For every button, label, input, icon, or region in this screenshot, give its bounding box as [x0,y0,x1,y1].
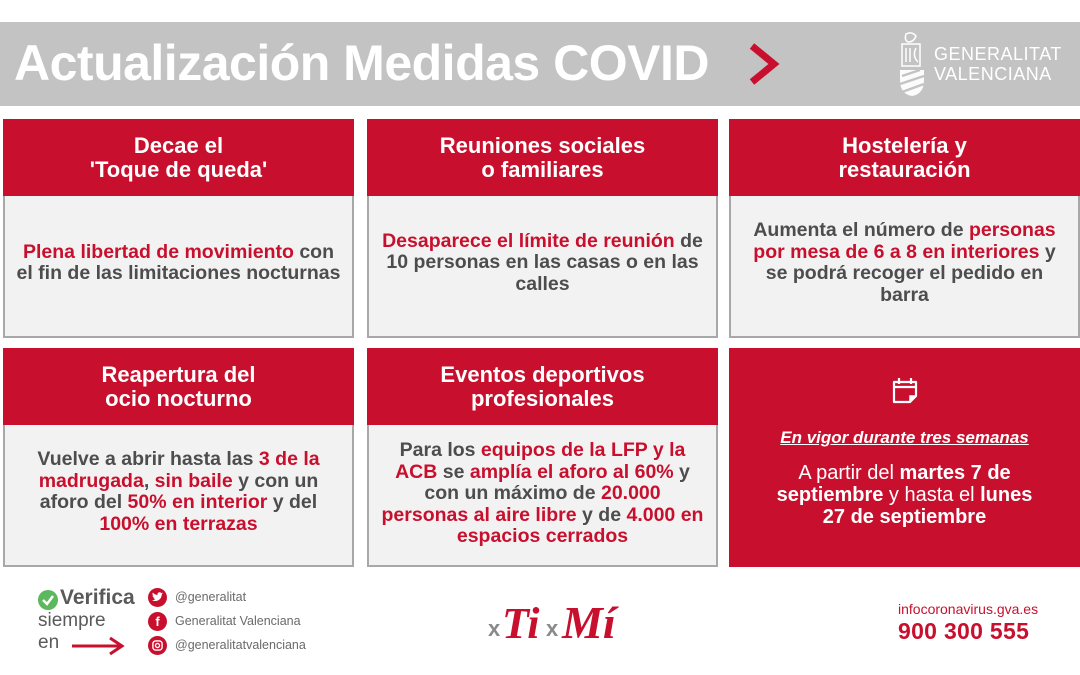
card-body [5,425,352,565]
logo-line-1: GENERALITAT [934,44,1062,64]
card-header [367,348,718,425]
validity-heading: En vigor durante tres semanas [780,428,1029,447]
social-label: @generalitat [175,590,247,604]
highlight-text: sin baile [154,469,233,492]
phone-number[interactable]: 900 300 555 [898,618,1030,644]
logo-line-2: VALENCIANA [934,64,1052,84]
date-text: lunes 27 de septiembre [822,484,1033,528]
social-link-instagram[interactable] [148,633,306,657]
card-ocio-nocturno [3,348,354,567]
body-text: Para los [399,439,481,462]
card-header [729,119,1080,196]
card-title-line: profesionales [470,385,615,411]
card-body [731,196,1078,336]
body-text: y de [576,503,627,526]
body-text: Vuelve a abrir hasta las [37,448,259,470]
header-bar [0,22,1080,106]
highlight-text: 4.000 en espacios cerrados [456,503,704,548]
logo-mi: Mí [562,597,616,646]
highlight-text: equipos de la LFP y la ACB [395,439,686,483]
card-title-line: Hostelería y [842,132,967,158]
body-text: de 10 personas en las casas o en las calles [386,229,703,295]
highlight-text: 20.000 personas al aire libre [381,482,661,526]
card-body [369,425,716,565]
body-text: y con un máximo de [424,460,690,505]
logo-x: x [546,616,559,641]
logo-ti: Ti [502,599,540,646]
logo-x: x [488,616,501,641]
body-text: y hasta el [883,484,981,506]
highlight-text: amplía el aforo al 60% [469,460,674,483]
card-validity [729,348,1080,567]
social-link-twitter[interactable] [148,585,306,609]
card-title-line: o familiares [481,156,604,182]
card-toque-de-queda [3,119,354,338]
body-text: con el fin de las limitaciones nocturnas [16,240,341,284]
social-link-facebook[interactable] [148,609,306,633]
verify-label: Verifica [60,586,135,609]
body-text: y con un aforo del [39,469,319,513]
instagram-icon [148,636,167,655]
verify-label-3: en [38,632,60,653]
body-text: y se podrá recoger el pedido en barra [765,240,1056,306]
card-hosteleria [729,119,1080,338]
social-label: @generalitatvalenciana [175,638,306,652]
facebook-icon: f [148,612,167,631]
highlight-text: Desaparece el límite de reunión [382,229,675,252]
body-text: y del [267,491,318,513]
body-text: A partir del [798,462,900,484]
card-header [3,119,354,196]
social-links [148,585,306,657]
xtixmi-logo [488,590,638,646]
card-title-line: Decae el [133,132,224,158]
chevron-right-icon [746,42,782,86]
contact-block [898,600,1038,644]
card-body [369,196,716,336]
validity-dates [770,462,1040,528]
card-title-line: Eventos deportivos [440,361,645,387]
body-text: se [437,460,470,483]
arrow-right-icon [70,636,126,656]
info-url-link[interactable]: infocoronavirus.gva.es [898,601,1039,617]
logo-text [934,44,1062,84]
card-title-line: 'Toque de queda' [89,156,268,182]
social-label: Generalitat Valenciana [175,614,301,628]
verify-block [38,586,148,658]
verify-label-2: siempre [38,610,106,631]
date-text: martes 7 de septiembre [776,462,1011,506]
twitter-icon [148,588,167,607]
highlight-text: 3 de la madrugada [38,448,320,492]
page-title: Actualización Medidas COVID [14,35,709,91]
highlight-text: Plena libertad de movimiento [23,240,294,263]
highlight-text: 50% en interior [127,491,268,513]
card-title-line: Reuniones sociales [439,132,646,158]
card-body [5,196,352,336]
check-circle-icon [38,590,58,610]
generalitat-logo [896,30,1066,98]
crest-icon [896,30,928,98]
card-title-line: ocio nocturno [105,385,252,411]
highlight-text: personas por mesa de 6 a 8 en interiores [753,219,1056,263]
calendar-icon [891,376,919,404]
card-title-line: restauración [838,156,971,182]
card-header [367,119,718,196]
body-text: , [143,469,155,492]
card-reuniones [367,119,718,338]
body-text: Aumenta el número de [753,219,969,241]
card-eventos-deportivos [367,348,718,567]
card-title-line: Reapertura del [101,361,256,387]
highlight-text: 100% en terrazas [99,512,258,535]
card-header [3,348,354,425]
